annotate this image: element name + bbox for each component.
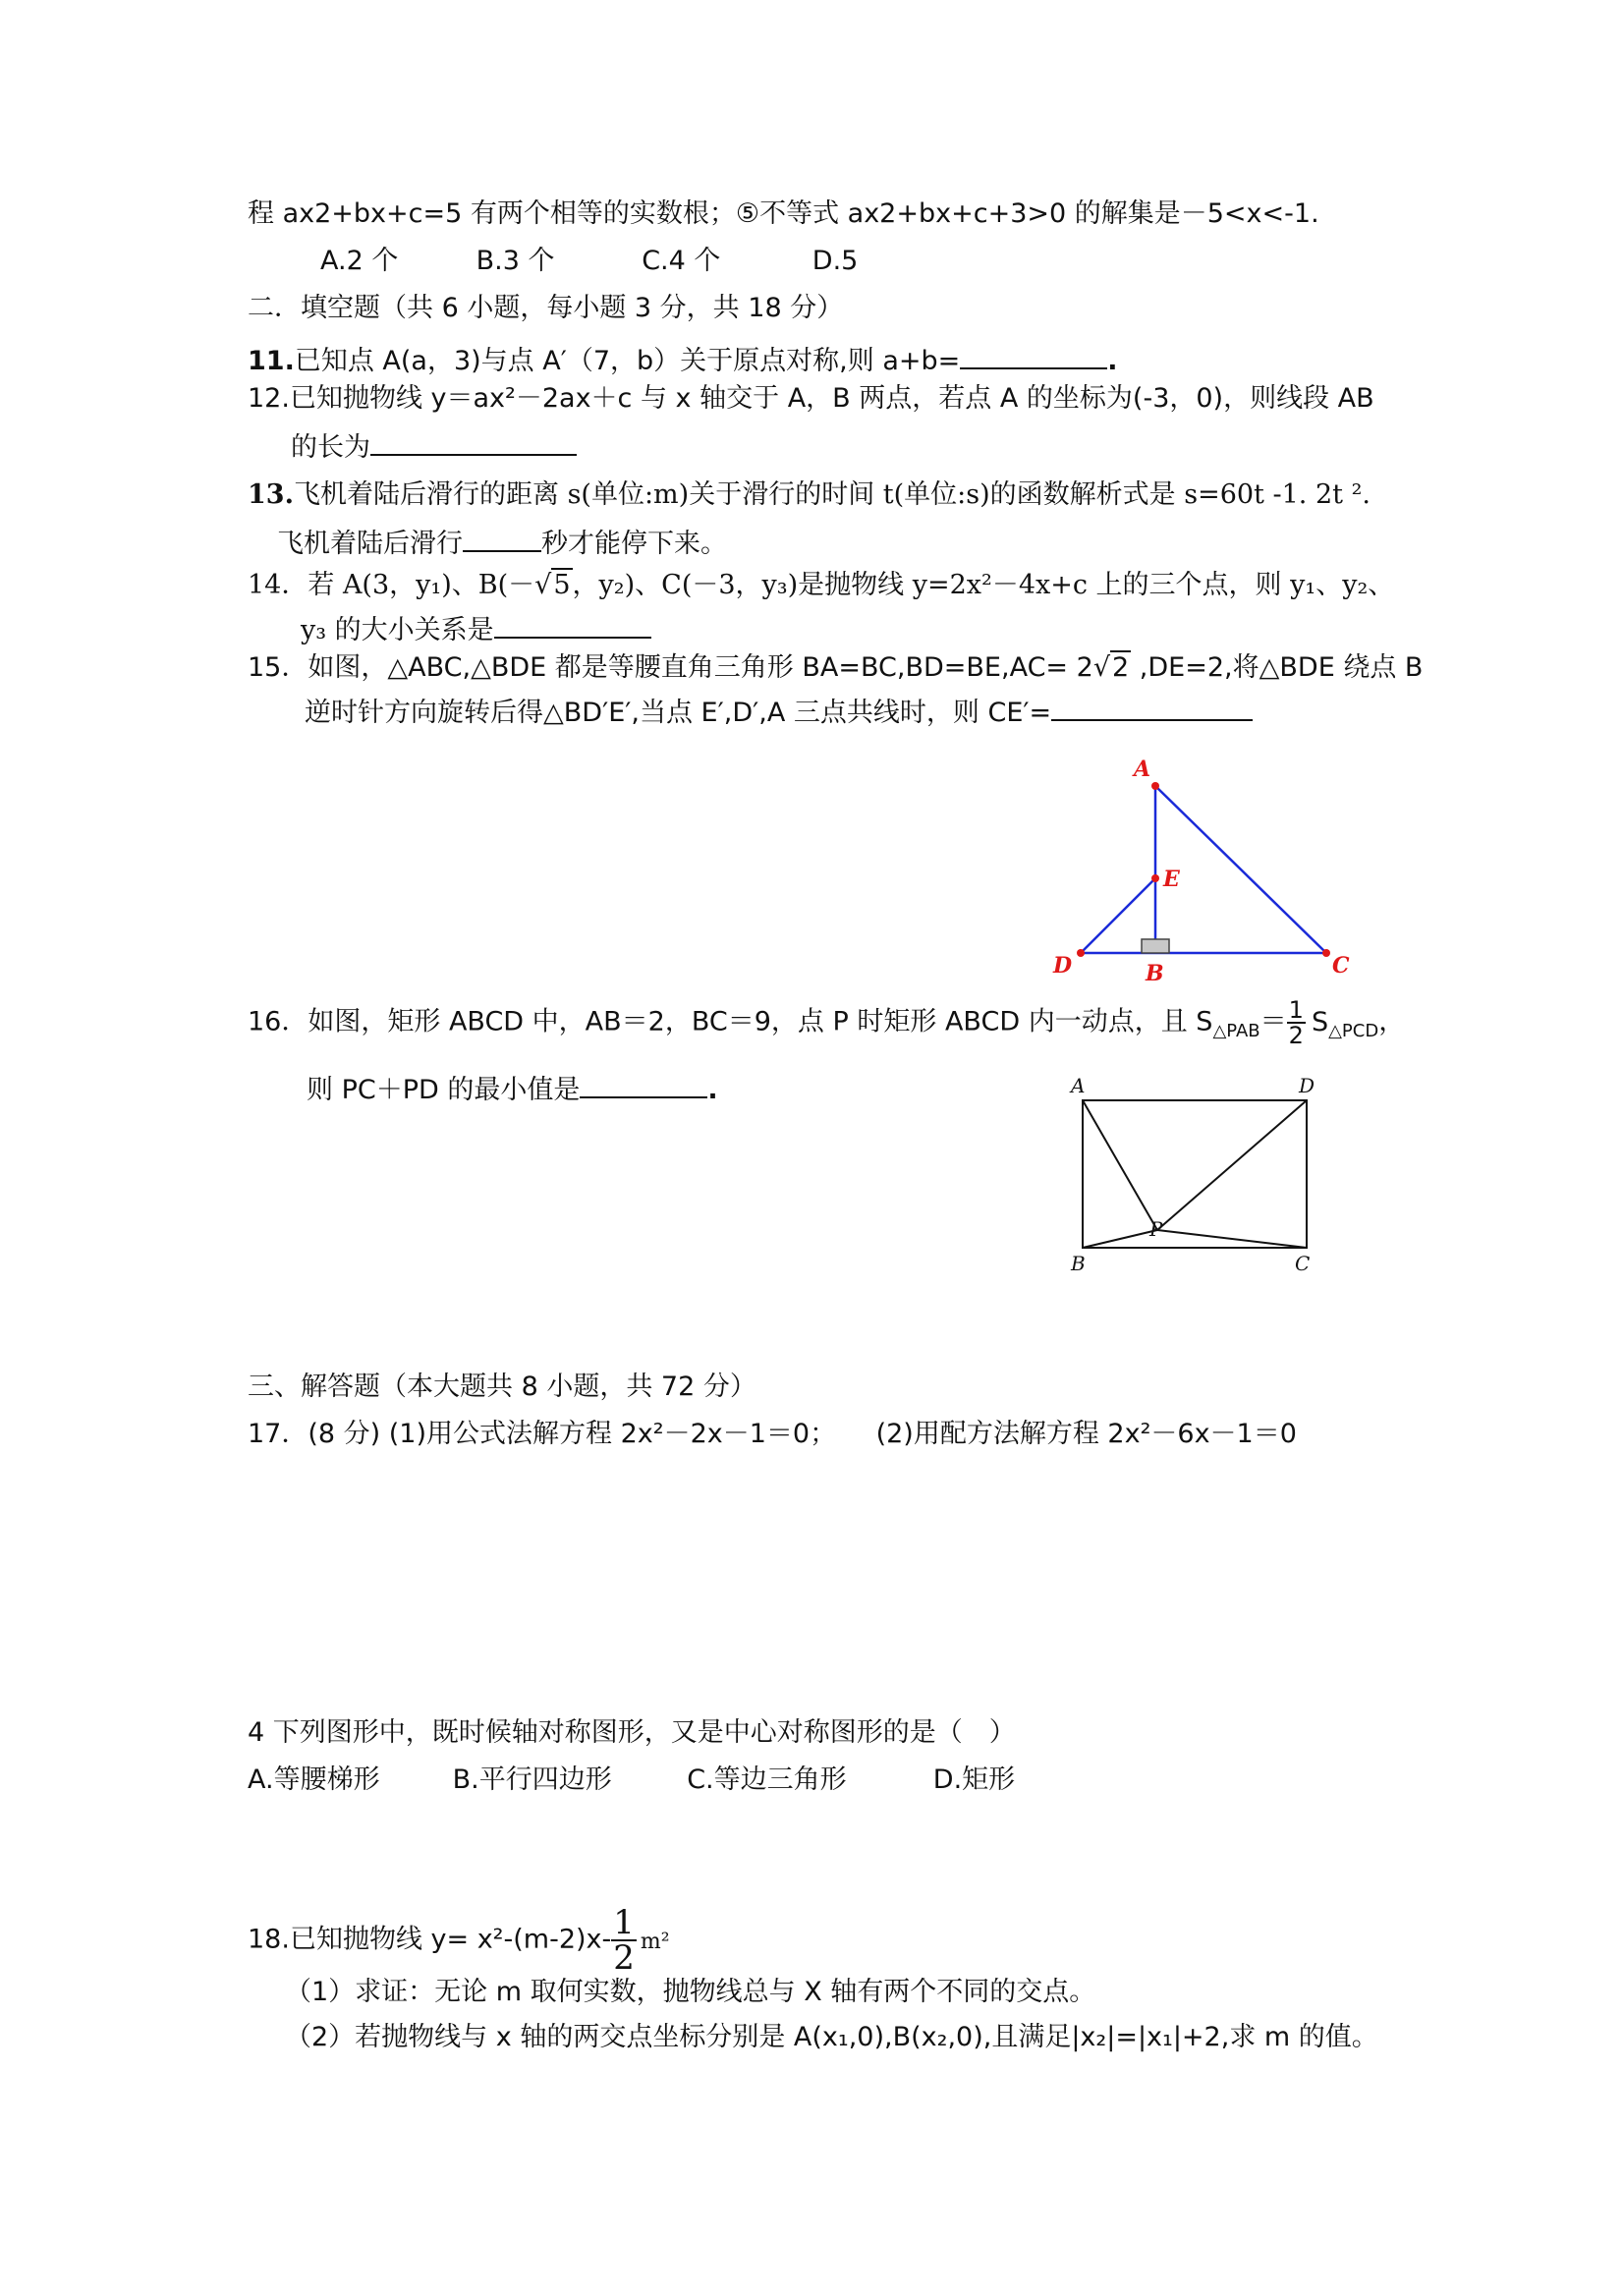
- section2-heading: 二．填空题（共 6 小题，每小题 3 分，共 18 分）: [248, 293, 844, 323]
- q16-sub1: △PAB: [1212, 1020, 1260, 1041]
- q15-radicand: 2: [1112, 652, 1130, 683]
- q15-line2: [305, 692, 1253, 729]
- label-e: E: [1163, 867, 1180, 892]
- q14-line1-b: ，y₂)、C(－3，y₃)是抛物线 y=2x²－4x+c 上的三个点，则 y₁、y₂、: [572, 570, 1395, 600]
- q18-frac-den: 2: [613, 1938, 635, 1978]
- label-a: A: [1071, 1074, 1086, 1097]
- point-c: [1322, 949, 1330, 957]
- q15-figure: [1032, 747, 1366, 992]
- q18-part2: （2）若抛物线与 x 轴的两交点坐标分别是 A(x₁,0),B(x₂,0),且满足|x₂|=|x₁|+2,求 m 的值。: [285, 2022, 1378, 2052]
- rectangle-abcd: [1083, 1100, 1307, 1248]
- q16-figure: [1061, 1071, 1346, 1277]
- q16-frac-den: 2: [1288, 1022, 1304, 1049]
- q18-fraction: [611, 1903, 637, 1978]
- q14-radicand: 5: [553, 570, 571, 600]
- q13-line2-pre: 飞机着陆后滑行: [277, 529, 463, 559]
- sqrt-symbol: √2: [1092, 652, 1130, 683]
- q11-number: 11.: [248, 346, 295, 376]
- q18-part1: （1）求证：无论 m 取何实数，抛物线总与 X 轴有两个不同的交点。: [285, 1977, 1096, 2007]
- q13-line1: [248, 479, 1371, 511]
- q10-option-a: A.2 个: [320, 246, 399, 276]
- q10-option-c: C.4 个: [642, 246, 721, 276]
- q15-answer-blank[interactable]: [1051, 692, 1253, 721]
- label-c: C: [1295, 1252, 1311, 1275]
- q12-line2-text: 的长为: [291, 432, 370, 463]
- fig16-lines: [1083, 1100, 1307, 1248]
- q11-answer-blank[interactable]: [960, 340, 1107, 369]
- q14-answer-blank[interactable]: [494, 609, 651, 639]
- q13-line2: [277, 523, 727, 560]
- label-d: D: [1053, 953, 1073, 979]
- segment-pc: [1157, 1230, 1307, 1248]
- q15-line2-text: 逆时针方向旋转后得△BD′E′,当点 E′,D′,A 三点共线时，则 CE′=: [305, 698, 1052, 728]
- q13-answer-blank[interactable]: [463, 523, 541, 552]
- q10-line: 程 ax2+bx+c=5 有两个相等的实数根；⑤不等式 ax2+bx+c+3>0 的解集是－5<x<-1.: [248, 198, 1319, 229]
- segment-pb: [1083, 1230, 1157, 1248]
- q4-option-c: C.等边三角形: [687, 1764, 847, 1795]
- q15-line1-a: 15．如图，△ABC,△BDE 都是等腰直角三角形 BA=BC,BD=BE,AC= 2: [248, 652, 1093, 683]
- q18-line1: [248, 1903, 670, 1978]
- q13-line2-post: 秒才能停下来。: [541, 529, 727, 559]
- q16-fraction: [1287, 998, 1306, 1047]
- q16-end: .: [707, 1075, 718, 1105]
- q18-pre: 18.已知抛物线 y= x²-(m-2)x-: [248, 1924, 612, 1955]
- label-a: A: [1134, 756, 1151, 782]
- q16-eq: ＝: [1259, 1006, 1287, 1037]
- point-a: [1151, 782, 1159, 790]
- q16-line1-a: 16．如图，矩形 ABCD 中，AB＝2，BC＝9，点 P 时矩形 ABCD 内一动点，且 S: [248, 1006, 1213, 1037]
- q16-answer-blank[interactable]: [580, 1069, 707, 1098]
- section3-heading: 三、解答题（本大题共 8 小题，共 72 分）: [248, 1372, 756, 1402]
- q12-line1: 12.已知抛物线 y＝ax²－2ax＋c 与 x 轴交于 A，B 两点，若点 A 的坐标为(-3，0)，则线段 AB: [248, 383, 1374, 414]
- segment-pa: [1083, 1100, 1157, 1230]
- label-p: P: [1149, 1217, 1163, 1241]
- sqrt-symbol: √5: [534, 570, 571, 600]
- q15-line1: [248, 652, 1423, 684]
- q11: [248, 340, 1118, 377]
- q4-line: 4 下列图形中，既时候轴对称图形，又是中心对称图形的是（ ）: [248, 1717, 1016, 1748]
- label-d: D: [1299, 1074, 1315, 1097]
- q16-line1: [248, 998, 1405, 1047]
- q4-option-d: D.矩形: [932, 1764, 1016, 1795]
- q4-option-b: B.平行四边形: [452, 1764, 612, 1795]
- q11-text: 已知点 A(a，3)与点 A′（7，b）关于原点对称,则 a+b=: [294, 346, 961, 376]
- q18-post: m²: [640, 1929, 670, 1954]
- q15-line1-b: ,DE=2,将△BDE 绕点 B: [1131, 652, 1424, 683]
- segment-pd: [1157, 1100, 1307, 1230]
- q16-sub2: △PCD: [1328, 1020, 1379, 1041]
- q14-line2-text: y₃ 的大小关系是: [301, 615, 494, 645]
- q16-s2: S: [1311, 1006, 1329, 1037]
- point-d: [1077, 949, 1085, 957]
- right-angle-marker: [1142, 939, 1169, 953]
- q10-options: [320, 246, 858, 277]
- q14-line2: [301, 609, 651, 646]
- q13-text: 飞机着陆后滑行的距离 s(单位:m)关于滑行的时间 t(单位:s)的函数解析式是 s=60t -1. 2t ².: [293, 479, 1371, 510]
- q17: 17．(8 分) (1)用公式法解方程 2x²－2x－1＝0； (2)用配方法解方程 2x²－6x－1＝0: [248, 1419, 1297, 1449]
- q16-line2: [307, 1069, 718, 1106]
- q4-options: [248, 1764, 1015, 1796]
- q12-answer-blank[interactable]: [370, 426, 577, 456]
- q16-line2-text: 则 PC＋PD 的最小值是: [307, 1075, 581, 1105]
- point-e: [1151, 874, 1159, 882]
- fig15-lines: [1081, 786, 1326, 953]
- label-c: C: [1332, 953, 1350, 979]
- label-b: B: [1146, 961, 1164, 986]
- label-b: B: [1071, 1252, 1086, 1275]
- q13-number: 13.: [248, 479, 294, 510]
- q16-frac-num: 1: [1288, 996, 1304, 1024]
- q12-line2: [291, 426, 577, 464]
- q14-line1-a: 14．若 A(3，y₁)、B(－: [248, 570, 535, 600]
- q16-tail: ，: [1378, 1006, 1406, 1037]
- q4-option-a: A.等腰梯形: [248, 1764, 380, 1795]
- q10-option-b: B.3 个: [476, 246, 555, 276]
- fig15-points: [1077, 782, 1330, 957]
- q10-option-d: D.5: [812, 246, 859, 276]
- q18-frac-num: 1: [613, 1903, 635, 1942]
- segment-ac: [1155, 786, 1326, 953]
- q11-end: .: [1107, 346, 1118, 376]
- q14-line1: [248, 570, 1394, 601]
